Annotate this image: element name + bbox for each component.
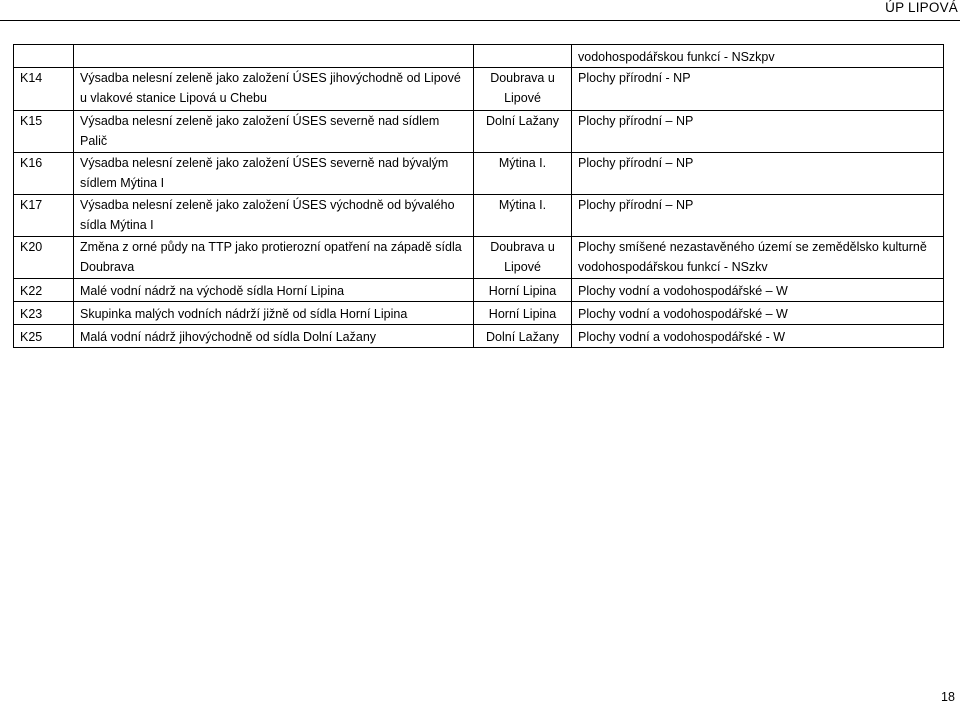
row-land-use: Plochy vodní a vodohospodářské – W	[572, 302, 944, 325]
row-location: Horní Lipina	[474, 279, 572, 302]
table-row	[14, 237, 944, 279]
row-description	[74, 45, 474, 68]
table-row	[14, 302, 944, 325]
table-row	[14, 325, 944, 348]
page-number: 18	[941, 690, 955, 704]
row-land-use: Plochy přírodní – NP	[572, 195, 944, 237]
document-header-title: ÚP LIPOVÁ	[885, 0, 958, 15]
table-row	[14, 68, 944, 111]
row-code: K17	[14, 195, 74, 237]
row-description: Malá vodní nádrž jihovýchodně od sídla Dolní Lažany	[74, 325, 474, 348]
row-code: K16	[14, 153, 74, 195]
row-description: Změna z orné půdy na TTP jako protierozní opatření na západě sídla Doubrava	[74, 237, 474, 279]
row-description: Malé vodní nádrž na východě sídla Horní Lipina	[74, 279, 474, 302]
row-location: Doubrava u Lipové	[474, 68, 572, 111]
row-code: K25	[14, 325, 74, 348]
row-code: K20	[14, 237, 74, 279]
row-description: Výsadba nelesní zeleně jako založení ÚSES severně nad bývalým sídlem Mýtina I	[74, 153, 474, 195]
row-land-use: Plochy smíšené nezastavěného území se zemědělsko kulturně vodohospodářskou funkcí - NSzkv	[572, 237, 944, 279]
row-code: K22	[14, 279, 74, 302]
row-description: Výsadba nelesní zeleně jako založení ÚSES severně nad sídlem Palič	[74, 111, 474, 153]
row-land-use: Plochy přírodní – NP	[572, 111, 944, 153]
row-description: Výsadba nelesní zeleně jako založení ÚSES východně od bývalého sídla Mýtina I	[74, 195, 474, 237]
row-code	[14, 45, 74, 68]
measures-table	[13, 44, 944, 348]
header-divider	[0, 20, 960, 21]
row-code: K15	[14, 111, 74, 153]
row-description: Skupinka malých vodních nádrží jižně od sídla Horní Lipina	[74, 302, 474, 325]
table-row	[14, 195, 944, 237]
row-code: K23	[14, 302, 74, 325]
row-location: Dolní Lažany	[474, 111, 572, 153]
row-location: Horní Lipina	[474, 302, 572, 325]
table-row	[14, 45, 944, 68]
row-location: Mýtina I.	[474, 195, 572, 237]
table-row	[14, 279, 944, 302]
row-land-use: Plochy vodní a vodohospodářské – W	[572, 279, 944, 302]
row-location	[474, 45, 572, 68]
table-row	[14, 111, 944, 153]
row-land-use: Plochy přírodní - NP	[572, 68, 944, 111]
table-row	[14, 153, 944, 195]
row-land-use: Plochy vodní a vodohospodářské - W	[572, 325, 944, 348]
row-description: Výsadba nelesní zeleně jako založení ÚSES jihovýchodně od Lipové u vlakové stanice Lipová u Chebu	[74, 68, 474, 111]
row-code: K14	[14, 68, 74, 111]
row-location: Doubrava u Lipové	[474, 237, 572, 279]
row-location: Dolní Lažany	[474, 325, 572, 348]
row-location: Mýtina I.	[474, 153, 572, 195]
row-land-use: Plochy přírodní – NP	[572, 153, 944, 195]
row-land-use: vodohospodářskou funkcí - NSzkpv	[572, 45, 944, 68]
